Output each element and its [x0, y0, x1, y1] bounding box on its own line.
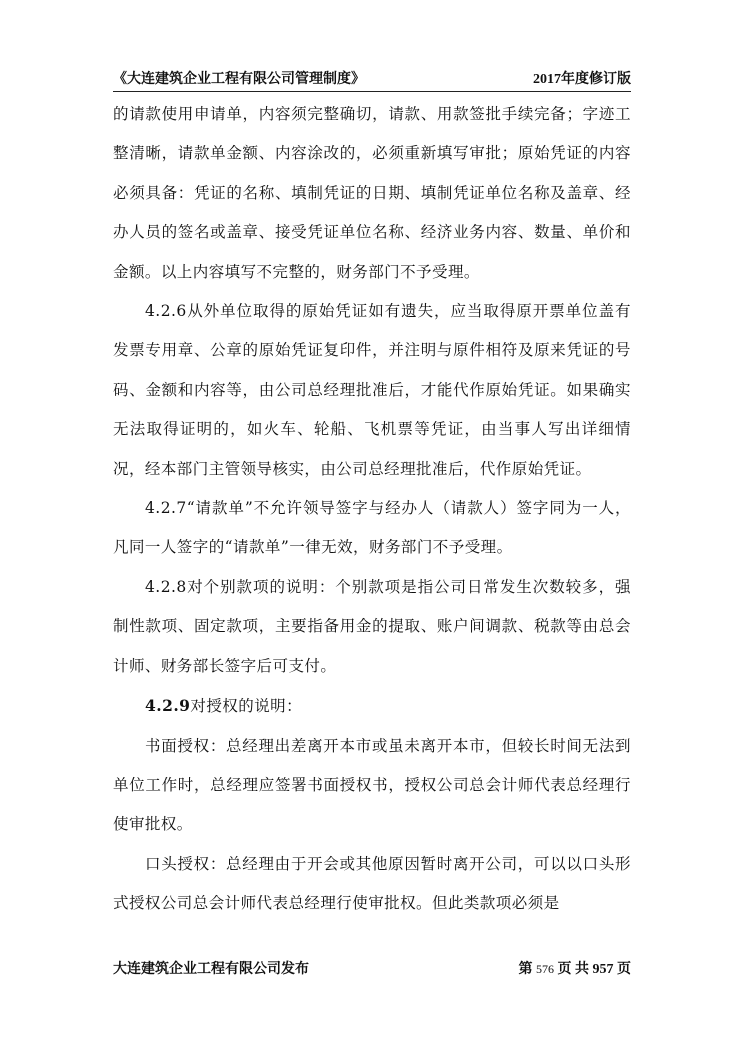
paragraph-continuation: 的请款使用申请单，内容须完整确切，请款、用款签批手续完备；字迹工整清晰，请款单金额、内容涂改的，必须重新填写审批；原始凭证的内容必须具备：凭证的名称、填制凭证的日期、填制凭证单位名称及盖章、经办人员的签名或盖章、接受凭证单位名称、经济业务内容、数量、单价和金额。以上内容填写不完整的，财务部门不予受理。 — [113, 105, 631, 281]
current-page: 576 — [536, 962, 554, 976]
page-header — [113, 66, 631, 92]
document-edition: 2017年度修订版 — [533, 72, 631, 87]
document-title: 《大连建筑企业工程有限公司管理制度》 — [113, 72, 365, 87]
document-body — [113, 95, 631, 924]
paragraph-written-authorization: 书面授权：总经理出差离开本市或虽未离开本市，但较长时间无法到单位工作时，总经理应签署书面授权书，授权公司总会计师代表总经理行使审批权。 — [113, 736, 631, 834]
section-heading-text: 对授权的说明： — [190, 697, 303, 716]
section-number: 4.2.9 — [145, 696, 191, 716]
paragraph-4-2-9 — [113, 686, 631, 726]
total-pages: 957 — [592, 962, 614, 977]
paragraph-4-2-7: 4.2.7“请款单”不允许领导签字与经办人（请款人）签字同为一人，凡同一人签字的“请款单”一律无效，财务部门不予受理。 — [113, 499, 631, 557]
page-number: 第 576 页 共 957 页 — [518, 962, 631, 977]
paragraph-4-2-8: 4.2.8对个别款项的说明：个别款项是指公司日常发生次数较多，强制性款项、固定款项，主要指备用金的提取、账户间调款、税款等由总会计师、财务部长签字后可支付。 — [113, 577, 631, 675]
paragraph-4-2-6: 4.2.6从外单位取得的原始凭证如有遗失，应当取得原开票单位盖有发票专用章、公章的原始凭证复印件，并注明与原件相符及原来凭证的号码、金额和内容等，由公司总经理批准后，才能代作原始凭证。如果确实无法取得证明的，如火车、轮船、飞机票等凭证，由当事人写出详细情况，经本部门主管领导核实，由公司总经理批准后，代作原始凭证。 — [113, 302, 631, 478]
page-footer — [113, 958, 631, 978]
publisher: 大连建筑企业工程有限公司发布 — [113, 962, 309, 977]
paragraph-verbal-authorization: 口头授权：总经理由于开会或其他原因暂时离开公司，可以以口头形式授权公司总会计师代表总经理行使审批权。但此类款项必须是 — [113, 854, 631, 913]
